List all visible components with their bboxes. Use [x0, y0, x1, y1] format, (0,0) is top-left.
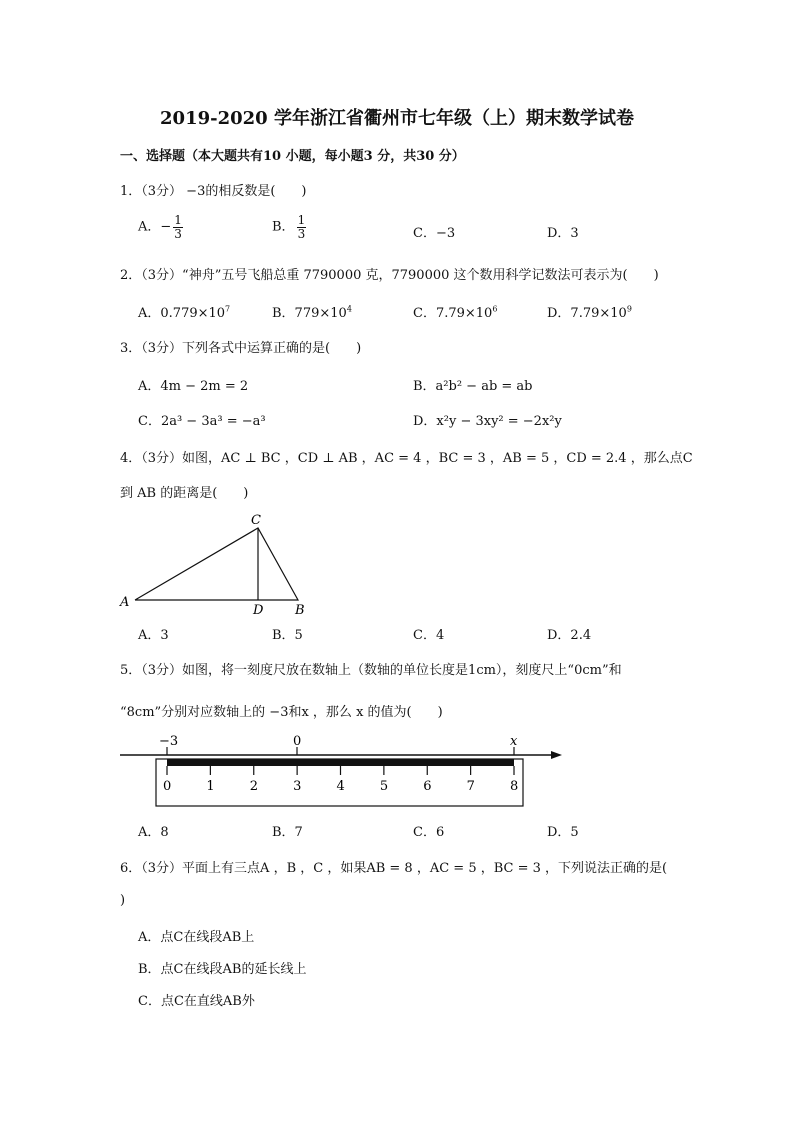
axis-arrow — [551, 751, 562, 759]
label-b: B — [295, 603, 305, 618]
q1-option-b: B． $\frac{1}{3}$ — [272, 213, 306, 241]
ruler-tick-label: 7 — [466, 779, 475, 794]
q2-option-a: A．$0.779\times 10^7$ — [138, 304, 231, 321]
section-heading: 一、选择题（本大题共有10 小题，每小题3 分，共30 分） — [120, 149, 465, 164]
q4-stem-line2: 到 AB 的距离是( ) — [120, 486, 249, 501]
ruler-tick-label: 4 — [336, 779, 345, 794]
q4-option-a: A．3 — [138, 628, 169, 643]
q3-stem: 3．（3分）下列各式中运算正确的是( ) — [120, 341, 362, 356]
q2-option-d: D．$7.79\times 10^9$ — [547, 304, 632, 321]
ruler-tick-label: 2 — [249, 779, 259, 794]
ruler-black-bar — [167, 759, 514, 766]
label-c: C — [251, 513, 261, 528]
q4-option-b: B．5 — [272, 628, 303, 643]
q6-option-b: B．点C在线段AB的延长线上 — [138, 962, 307, 977]
q1-option-d: D．3 — [547, 226, 579, 241]
ruler-tick-label: 8 — [510, 779, 519, 794]
axis-label-neg3: −3 — [159, 734, 179, 749]
q3-option-c: C．2a³ − 3a³ = −a³ — [138, 414, 266, 429]
q4-option-d: D．2.4 — [547, 628, 592, 643]
q6-option-c: C．点C在直线AB外 — [138, 994, 255, 1009]
q1-option-c: C．−3 — [413, 226, 456, 241]
q6-stem-line1: 6．（3分）平面上有三点A ，B ，C ，如果AB = 8 ，AC = 5 ，BC = 3 ，下列说法正确的是( — [120, 861, 668, 876]
q5-option-c: C．6 — [413, 825, 445, 840]
q3-option-d: D．x²y − 3xy² = −2x²y — [413, 414, 562, 429]
q2-stem: 2．（3分）“神舟”五号飞船总重 7790000 克，7790000 这个数用科学记数法可表示为( ) — [120, 268, 659, 283]
q5-option-a: A．8 — [138, 825, 169, 840]
label-a: A — [120, 595, 130, 610]
axis-label-x: x — [510, 734, 518, 749]
ruler-tick-label: 6 — [423, 779, 432, 794]
label-d: D — [253, 603, 264, 618]
q4-stem-line1: 4．（3分）如图，AC ⊥ BC ，CD ⊥ AB ，AC = 4 ，BC = 3 ，AB = 5 ，CD = 2.4 ，那么点C — [120, 451, 693, 466]
q5-option-b: B．7 — [272, 825, 303, 840]
q4-triangle-figure — [115, 508, 315, 620]
q5-stem-line1: 5．（3分）如图，将一刻度尺放在数轴上（数轴的单位长度是1cm），刻度尺上“0cm”和 — [120, 663, 622, 678]
q3-option-a: A．4m − 2m = 2 — [138, 379, 249, 394]
q6-stem-line2: ) — [120, 893, 126, 908]
ruler-tick-label: 5 — [379, 779, 389, 794]
q2-option-c: C．$7.79\times 10^6$ — [413, 304, 498, 321]
q3-option-b: B．a²b² − ab = ab — [413, 379, 533, 394]
axis-label-0: 0 — [293, 734, 302, 749]
ruler-tick-label: 3 — [293, 779, 302, 794]
q5-number-line-ruler-figure — [115, 730, 570, 810]
q6-option-a: A．点C在线段AB上 — [138, 930, 255, 945]
q5-stem-line2: “8cm”分别对应数轴上的 −3和x ，那么 x 的值为( ) — [120, 705, 443, 720]
q4-option-c: C．4 — [413, 628, 445, 643]
q1-option-a: A．− $\frac{1}{3}$ — [138, 213, 182, 241]
q5-option-d: D．5 — [547, 825, 579, 840]
q2-option-b: B．$779\times 10^4$ — [272, 304, 352, 321]
page-title: 2019-2020 学年浙江省衢州市七年级（上）期末数学试卷 — [160, 108, 634, 129]
triangle-abc — [135, 528, 298, 600]
q1-stem: 1．（3分） −3的相反数是( ) — [120, 184, 307, 199]
ruler-tick-label: 0 — [163, 779, 172, 794]
ruler-tick-label: 1 — [206, 779, 215, 794]
